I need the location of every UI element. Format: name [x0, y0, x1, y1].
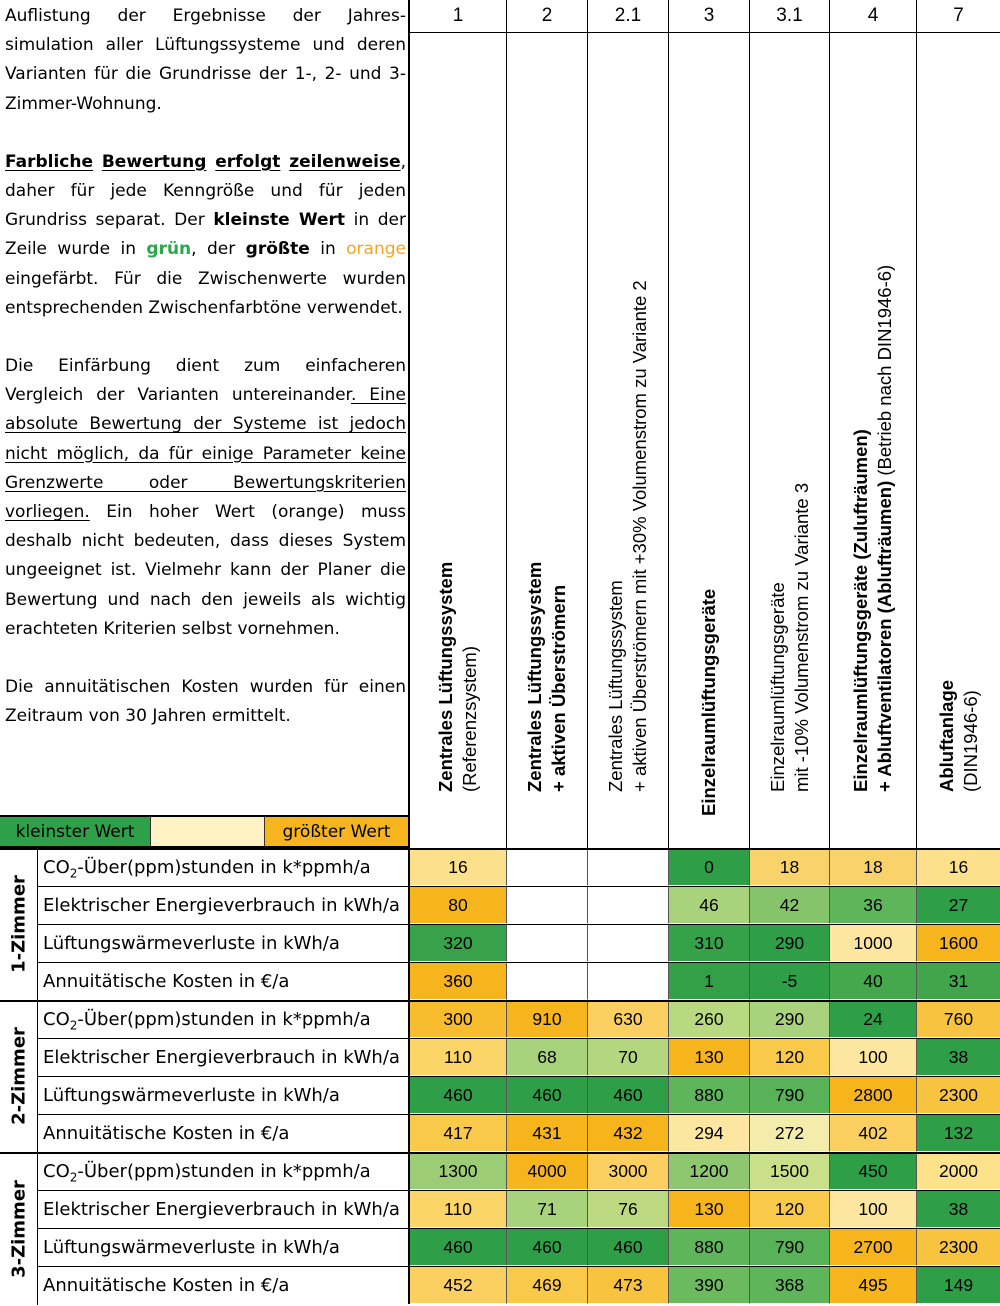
value-cell: 495 [830, 1266, 917, 1304]
value-cell: 2000 [917, 1152, 1000, 1190]
column-title-line2-note: (Betrieb nach DIN1946-6) [874, 264, 895, 481]
color-legend [0, 815, 410, 848]
value-cell: 880 [669, 1076, 750, 1114]
column-title-line2 [790, 483, 814, 792]
value-cell: 38 [917, 1038, 1000, 1076]
text-span: Die Einfärbung dient zum einfacheren Vergleich der Varianten untereinander [5, 356, 406, 406]
description-coloring [5, 148, 406, 323]
value-cell: 4000 [507, 1152, 588, 1190]
group-label-text: 2-Zimmer [8, 1027, 29, 1125]
value-cell: 1300 [410, 1152, 507, 1190]
group-label-text: 3-Zimmer [8, 1179, 29, 1278]
value-cell: 36 [830, 886, 917, 924]
column-title-line1: Abluftanlage [935, 679, 957, 792]
underlined-word: zeilenweise [289, 151, 401, 172]
value-cell: 132 [917, 1114, 1000, 1152]
table-row [38, 1190, 1000, 1228]
row-divider [38, 1076, 1000, 1077]
value-cell: 100 [830, 1190, 917, 1228]
value-cell: 42 [750, 886, 830, 924]
value-cell: 110 [410, 1038, 507, 1076]
column-title [697, 589, 721, 816]
text-span: in [309, 239, 347, 260]
column-title-line2-text: (Referenzsystem) [459, 646, 480, 792]
value-cell: 460 [507, 1076, 588, 1114]
column-number: 4 [830, 0, 916, 33]
column-title [523, 562, 571, 792]
value-cell [507, 886, 588, 924]
column-number: 1 [410, 0, 506, 33]
value-cell: 68 [507, 1038, 588, 1076]
column-header-7 [917, 0, 1000, 848]
value-cell: 460 [410, 1228, 507, 1266]
orange-word: orange [346, 239, 406, 260]
green-word: grün [146, 239, 192, 260]
row-label-text: Elektrischer Energieverbrauch in kWh/a [43, 1047, 400, 1068]
value-cell: 790 [750, 1076, 830, 1114]
row-label [38, 1076, 410, 1114]
value-cell: 70 [588, 1038, 669, 1076]
group-label [0, 848, 38, 1000]
value-cell [588, 924, 669, 962]
value-cell: 3000 [588, 1152, 669, 1190]
table-row [38, 1114, 1000, 1152]
row-divider [38, 1114, 1000, 1115]
table-row [38, 1000, 1000, 1038]
value-cell [588, 886, 669, 924]
row-label-text: Elektrischer Energieverbrauch in kWh/a [43, 895, 400, 916]
value-cell: 1500 [750, 1152, 830, 1190]
column-number: 2 [507, 0, 587, 33]
table-row [38, 886, 1000, 924]
row-label-subscript: 2 [69, 1170, 78, 1185]
column-title-line2-text: + Abluftventilatoren (Ablufträumen) [874, 480, 895, 792]
text-span: in der Zeile wurde in [5, 210, 406, 260]
value-cell: 460 [588, 1076, 669, 1114]
underlined-word: erfolgt [215, 151, 281, 172]
text-span: , der [191, 239, 246, 260]
column-number: 3.1 [750, 0, 829, 33]
row-label-text: Lüftungswärmeverluste in kWh/a [43, 933, 340, 954]
value-cell: 80 [410, 886, 507, 924]
value-cell: 473 [588, 1266, 669, 1304]
value-cell: 460 [507, 1228, 588, 1266]
column-title-line2 [873, 265, 897, 792]
value-cell: 16 [917, 848, 1000, 886]
row-label-text: Lüftungswärmeverluste in kWh/a [43, 1237, 340, 1258]
value-cell: 310 [669, 924, 750, 962]
value-cell: 300 [410, 1000, 507, 1038]
value-cell: 24 [830, 1000, 917, 1038]
text-span: , daher für jede Kenngröße und für jeden Grundriss separat. Der [5, 151, 407, 231]
group-divider [0, 1152, 1000, 1154]
value-cell: 432 [588, 1114, 669, 1152]
value-cell [507, 924, 588, 962]
value-cell: 320 [410, 924, 507, 962]
value-cell: 417 [410, 1114, 507, 1152]
row-divider [38, 962, 1000, 963]
column-header-4 [830, 0, 917, 848]
value-cell: 630 [588, 1000, 669, 1038]
legend-intermediate-swatch [150, 817, 265, 846]
value-cell: 460 [588, 1228, 669, 1266]
value-cell: 2800 [830, 1076, 917, 1114]
table-row [38, 1228, 1000, 1266]
value-cell: 31 [917, 962, 1000, 1000]
row-label [38, 924, 410, 962]
value-cell: 0 [669, 848, 750, 886]
value-cell [507, 962, 588, 1000]
row-divider [38, 1190, 1000, 1191]
value-cell: 149 [917, 1266, 1000, 1304]
column-title-line2 [458, 562, 482, 792]
row-label [38, 1152, 410, 1190]
column-title-line2-text: + aktiven Überströmern [548, 584, 569, 792]
column-title [849, 265, 897, 792]
value-cell [588, 848, 669, 886]
row-label [38, 1038, 410, 1076]
column-title [604, 280, 652, 792]
value-cell: 402 [830, 1114, 917, 1152]
value-cell: 120 [750, 1038, 830, 1076]
row-label-text: Annuitätische Kosten in €/a [43, 1275, 290, 1296]
column-title-line1: Einzelraumlüftungsgeräte [698, 588, 719, 816]
column-header-2 [507, 0, 588, 848]
row-label-unit: -Über(ppm)stunden in k*ppmh/a [77, 857, 371, 878]
row-label-unit: -Über(ppm)stunden in k*ppmh/a [77, 1009, 371, 1030]
row-label-text: CO [43, 1161, 70, 1182]
text-span: Ein hoher Wert (orange) muss deshalb nicht bedeuten, dass dieses System ungeeignet ist. Vielmehr kann der Planer die Bewertung und nach den jeweils als wichtig erachteten Kriterien selbst vornehmen. [5, 502, 406, 639]
value-cell: 1200 [669, 1152, 750, 1190]
column-header-1 [410, 0, 507, 848]
value-cell: 1000 [830, 924, 917, 962]
group-divider [0, 1000, 1000, 1002]
value-cell: -5 [750, 962, 830, 1000]
column-title-line1: Zentrales Lüftungssystem [435, 561, 456, 792]
table-row [38, 1038, 1000, 1076]
value-cell: 130 [669, 1038, 750, 1076]
description-costs-note: Die annuitätischen Kosten wurden für einen Zeitraum von 30 Jahren ermittelt. [5, 677, 406, 727]
row-divider [38, 1038, 1000, 1039]
row-label [38, 1190, 410, 1228]
description-intro: Auflistung der Ergebnisse der Jahres-simulation aller Lüftungssysteme und deren Varianten für die Grundrisse der 1-, 2- und 3-Zimmer-Wohnung. [5, 6, 406, 114]
underlined-word: Farbliche [5, 151, 94, 172]
value-cell: 18 [750, 848, 830, 886]
value-cell: 16 [410, 848, 507, 886]
value-cell: 290 [750, 1000, 830, 1038]
value-cell: 2700 [830, 1228, 917, 1266]
row-label [38, 1228, 410, 1266]
row-label-text: Elektrischer Energieverbrauch in kWh/a [43, 1199, 400, 1220]
value-cell: 294 [669, 1114, 750, 1152]
row-label-text: CO [43, 1009, 70, 1030]
column-number: 2.1 [588, 0, 668, 33]
value-cell: 260 [669, 1000, 750, 1038]
table-row [38, 1076, 1000, 1114]
value-cell: 469 [507, 1266, 588, 1304]
column-header-2-1 [588, 0, 669, 848]
description-disclaimer [5, 352, 406, 644]
column-title-line2-text: (DIN1946-6) [959, 690, 981, 792]
column-header-3-1 [750, 0, 830, 848]
value-cell: 452 [410, 1266, 507, 1304]
row-divider [38, 1228, 1000, 1229]
column-title [434, 562, 482, 792]
value-cell: 431 [507, 1114, 588, 1152]
value-cell [507, 848, 588, 886]
column-title-line2-text: mit -10% Volumenstrom zu Variante 3 [790, 482, 812, 792]
row-divider [38, 1266, 1000, 1267]
description-panel [0, 0, 410, 815]
legend-largest-value: größter Wert [265, 817, 408, 846]
value-cell: 368 [750, 1266, 830, 1304]
value-cell: 2300 [917, 1076, 1000, 1114]
column-title-line1: Zentrales Lüftungssystem [605, 580, 626, 792]
value-cell: 790 [750, 1228, 830, 1266]
value-cell: 120 [750, 1190, 830, 1228]
value-cell: 272 [750, 1114, 830, 1152]
value-cell: 360 [410, 962, 507, 1000]
row-divider [38, 924, 1000, 925]
value-cell: 27 [917, 886, 1000, 924]
value-cell: 130 [669, 1190, 750, 1228]
value-cell: 880 [669, 1228, 750, 1266]
value-cell: 76 [588, 1190, 669, 1228]
row-label [38, 848, 410, 886]
column-title-line1: Zentrales Lüftungssystem [524, 561, 545, 792]
legend-smallest-value: kleinster Wert [0, 817, 150, 846]
value-cell: 71 [507, 1190, 588, 1228]
group-label [0, 1000, 38, 1152]
row-label-text: CO [43, 857, 70, 878]
row-label-text: Annuitätische Kosten in €/a [43, 1123, 290, 1144]
column-title [766, 483, 814, 792]
value-cell: 100 [830, 1038, 917, 1076]
column-title-line2-text: + aktiven Überströmern mit +30% Volumenstrom zu Variante 2 [629, 280, 650, 792]
underlined-word: Bewertung [101, 151, 207, 172]
table-row [38, 848, 1000, 886]
row-label-unit: -Über(ppm)stunden in k*ppmh/a [77, 1161, 371, 1182]
bold-largest-value: größte [245, 239, 310, 260]
row-label [38, 1266, 410, 1304]
column-title-line2 [959, 680, 983, 792]
column-title-line1: Einzelraumlüftungsgeräte [766, 582, 788, 792]
value-cell: 1600 [917, 924, 1000, 962]
value-cell: 290 [750, 924, 830, 962]
table-row [38, 924, 1000, 962]
row-label [38, 962, 410, 1000]
value-cell: 1 [669, 962, 750, 1000]
underlined-disclaimer: . Eine absolute Bewertung der Systeme ist jedoch nicht möglich, da für einige Parameter keine Grenzwerte oder Bewertungskriterien vorliegen. [5, 385, 407, 523]
group-label-text: 1-Zimmer [8, 875, 29, 973]
column-number: 7 [917, 0, 1000, 33]
column-title-line2 [628, 280, 652, 792]
column-header-3 [669, 0, 750, 848]
group-label [0, 1152, 38, 1305]
value-cell: 460 [410, 1076, 507, 1114]
value-cell: 110 [410, 1190, 507, 1228]
row-divider [38, 886, 1000, 887]
table-row [38, 1152, 1000, 1190]
bold-smallest-value: kleinste Wert [213, 210, 346, 231]
value-cell: 450 [830, 1152, 917, 1190]
value-cell: 46 [669, 886, 750, 924]
row-label-subscript: 2 [69, 1018, 78, 1033]
row-label [38, 886, 410, 924]
value-cell: 2300 [917, 1228, 1000, 1266]
value-cell: 910 [507, 1000, 588, 1038]
table-row [38, 962, 1000, 1000]
text-span: eingefärbt. Für die Zwischenwerte wurden entsprechenden Zwischenfarbtöne verwendet. [5, 268, 406, 318]
row-label-text: Annuitätische Kosten in €/a [43, 971, 290, 992]
row-label [38, 1000, 410, 1038]
value-cell: 40 [830, 962, 917, 1000]
value-cell: 390 [669, 1266, 750, 1304]
value-cell: 38 [917, 1190, 1000, 1228]
column-title-line1: Einzelraumlüftungsgeräte (Zulufträumen) [850, 429, 871, 792]
value-cell [588, 962, 669, 1000]
value-cell: 18 [830, 848, 917, 886]
value-cell: 760 [917, 1000, 1000, 1038]
row-label [38, 1114, 410, 1152]
column-title-line2 [547, 562, 571, 792]
group-divider [0, 848, 1000, 850]
row-label-text: Lüftungswärmeverluste in kWh/a [43, 1085, 340, 1106]
column-number: 3 [669, 0, 749, 33]
table-row [38, 1266, 1000, 1304]
column-title [935, 680, 983, 792]
row-label-subscript: 2 [69, 866, 78, 881]
